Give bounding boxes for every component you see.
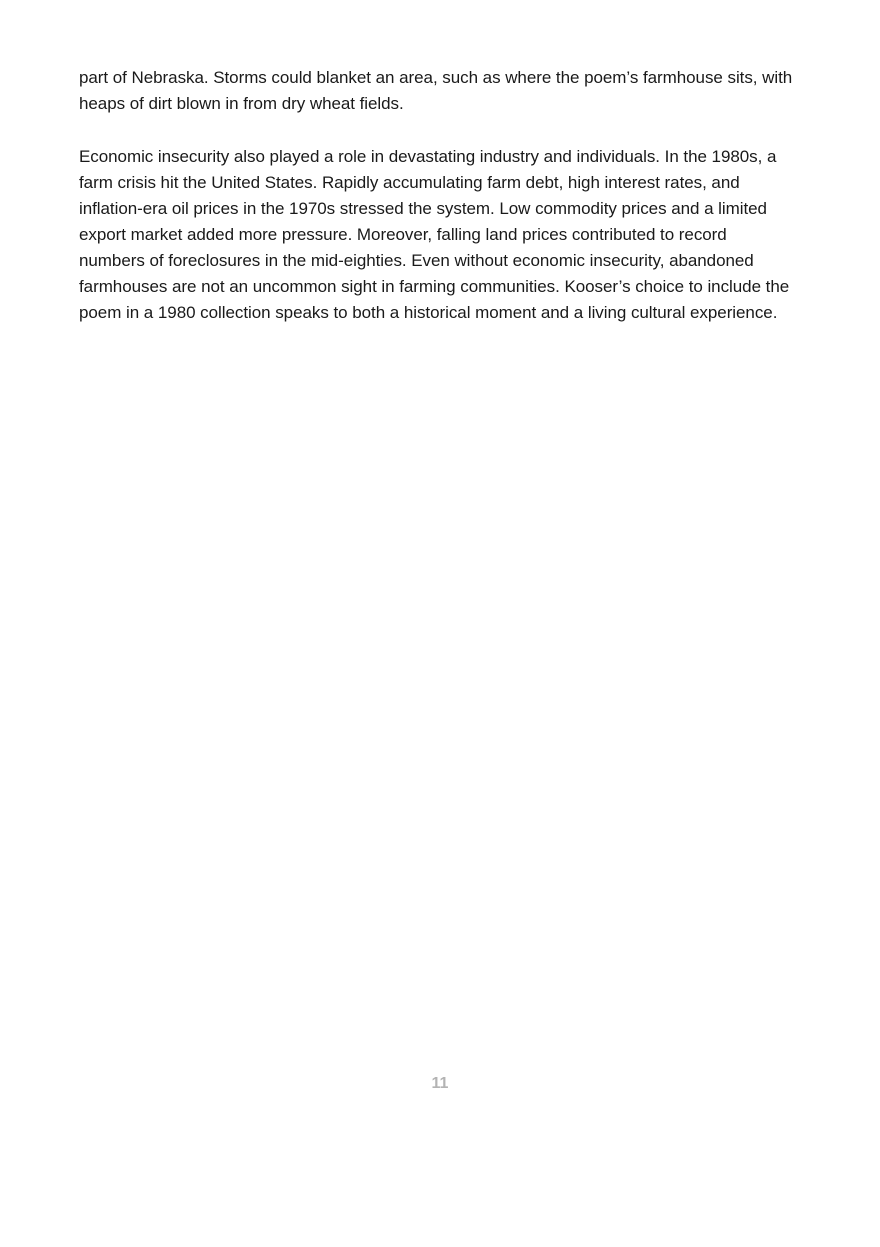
page-number: 11 xyxy=(431,1075,449,1092)
paragraph-nebraska-storms: part of Nebraska. Storms could blanket an area, such as where the poem’s farmhouse sits, with heaps of dirt blown in from dry wheat fields. xyxy=(79,68,793,113)
body-text xyxy=(79,65,797,353)
paragraph-economic-insecurity: Economic insecurity also played a role in devastating industry and individuals. In the 1980s, a farm crisis hit the United States. Rapidly accumulating farm debt, high interest rates, and inflation-era oil prices in the 1970s stressed the system. Low commodity prices and a limited export market added more pressure. Moreover, falling land prices contributed to record numbers of foreclosures in the mid-eighties. Even without economic insecurity, abandoned farmhouses are not an uncommon sight in farming communities. Kooser’s choice to include the poem in a 1980 collection speaks to both a historical moment and a living cultural experience. xyxy=(79,147,790,322)
